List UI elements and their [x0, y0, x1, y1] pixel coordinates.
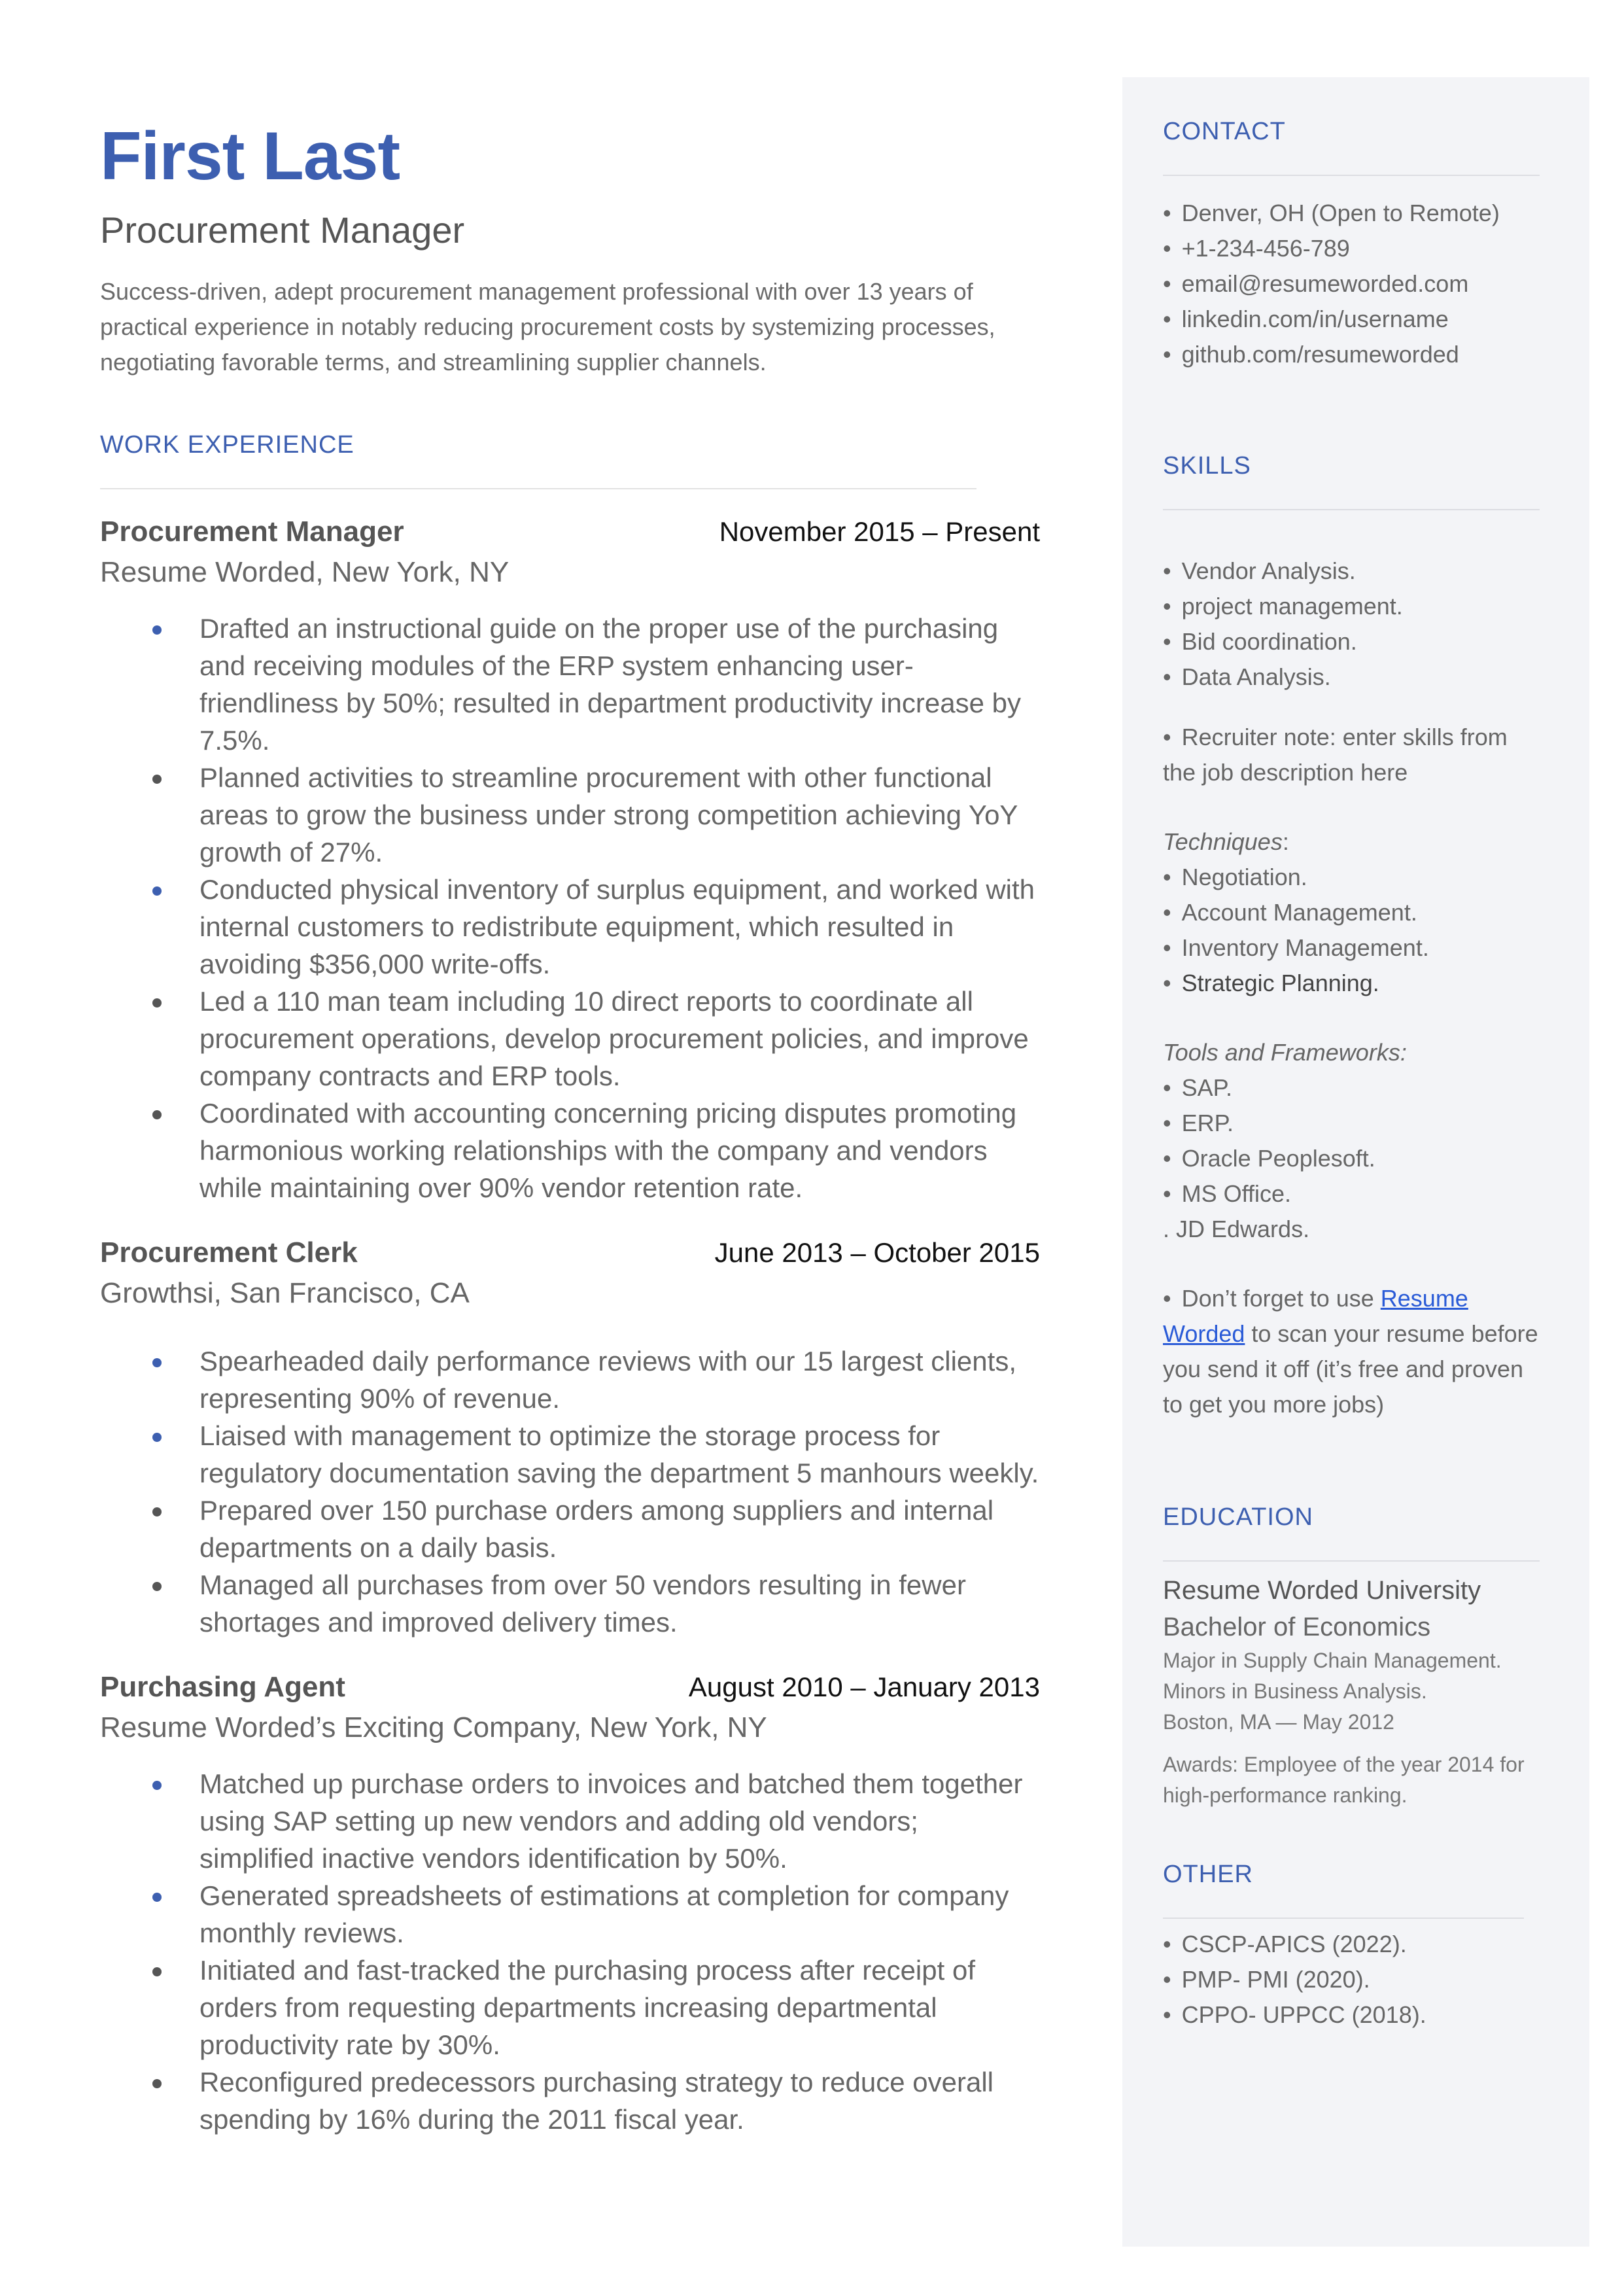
bullet-text: Spearheaded daily performance reviews with our 15 largest clients, representing 90% of revenue.: [199, 1345, 1016, 1414]
bullet-text: Drafted an instructional guide on the proper use of the purchasing and receiving modules of the ERP system enhancing user-friendliness by 50%; resulted in department productivity increase by 7.5%.: [199, 612, 1021, 756]
bullet-dot-icon: [152, 775, 162, 784]
certification-item: • CSCP-APICS (2022).: [1163, 1931, 1407, 1957]
job-dates: November 2015 – Present: [719, 516, 1040, 547]
section-divider: [1163, 175, 1540, 176]
section-divider: [1163, 509, 1540, 510]
education-heading: EDUCATION: [1163, 1503, 1313, 1531]
resume-worded-link[interactable]: Resume Worded: [1163, 1285, 1468, 1347]
bullet-text: Led a 110 man team including 10 direct reports to coordinate all procurement operations, develop procurement policies, and improve company contracts and ERP tools.: [199, 985, 1029, 1091]
education-major: Major in Supply Chain Management.: [1163, 1649, 1502, 1672]
bullet-dot-icon: [152, 1358, 162, 1367]
bullet-text: Coordinated with accounting concerning pricing disputes promoting harmonious working relationships with the company and vendors while maintaining over 90% vendor retention rate.: [199, 1097, 1017, 1203]
skill-item: • Bid coordination.: [1163, 628, 1357, 655]
sidebar: [1122, 77, 1589, 2247]
tools-label: Tools and Frameworks:: [1163, 1039, 1407, 1066]
techniques-list: [1163, 860, 1540, 1001]
job-title: Purchasing Agent: [100, 1670, 345, 1703]
bullet-text: Planned activities to streamline procurement with other functional areas to grow the business under strong competition achieving YoY growth of 27%.: [199, 762, 1018, 867]
candidate-name: First Last: [100, 118, 400, 194]
education-minor: Minors in Business Analysis.: [1163, 1679, 1427, 1703]
bullet-dot-icon: [152, 998, 162, 1007]
job-company: Resume Worded, New York, NY: [100, 555, 510, 588]
contact-list: [1163, 196, 1540, 372]
job-bullet: [100, 1877, 1040, 1952]
bullet-text: Matched up purchase orders to invoices and batched them together using SAP setting up new vendors and adding old vendors; simplified inactive vendors identification by 50%.: [199, 1768, 1023, 1874]
skills-list: [1163, 553, 1540, 695]
candidate-role: Procurement Manager: [100, 209, 465, 251]
section-divider: [100, 488, 976, 489]
section-divider: [1163, 1918, 1524, 1919]
bullet-text: Liaised with management to optimize the storage process for regulatory documentation saving the department 5 manhours weekly.: [199, 1420, 1039, 1488]
skill-item: • Data Analysis.: [1163, 663, 1331, 690]
technique-item: • Negotiation.: [1163, 864, 1307, 890]
bullet-text: Conducted physical inventory of surplus equipment, and worked with internal customers to redistribute equipment, which resulted in avoiding $356,000 write-offs.: [199, 873, 1035, 979]
bullet-text: Reconfigured predecessors purchasing strategy to reduce overall spending by 16% during the 2011 fiscal year.: [199, 2066, 994, 2135]
job-bullet: [100, 1417, 1040, 1492]
job-title: Procurement Manager: [100, 515, 404, 548]
technique-item: • Account Management.: [1163, 899, 1417, 926]
bullet-text: Generated spreadsheets of estimations at completion for company monthly reviews.: [199, 1880, 1009, 1948]
bullet-dot-icon: [152, 1507, 162, 1516]
technique-item: • Inventory Management.: [1163, 934, 1429, 961]
other-heading: OTHER: [1163, 1861, 1253, 1888]
bullet-dot-icon: [152, 1110, 162, 1119]
bullet-dot-icon: [152, 1893, 162, 1902]
bullet-dot-icon: [152, 886, 162, 896]
job-bullet: [100, 1492, 1040, 1566]
job-bullet: [100, 1342, 1040, 1417]
summary-text: Success-driven, adept procurement management professional with over 13 years of practical experience in notably reducing procurement costs by systemizing processes, negotiating favorable terms, and streamlining supplier channels.: [100, 277, 995, 376]
job-bullet: [100, 1765, 1040, 1877]
job-company: Resume Worded’s Exciting Company, New York, NY: [100, 1711, 767, 1743]
job-bullets: [100, 610, 1040, 1206]
main-column: [100, 118, 1040, 2138]
education-degree: Bachelor of Economics: [1163, 1613, 1431, 1641]
section-divider: [1163, 1560, 1540, 1562]
work-experience-heading: WORK EXPERIENCE: [100, 430, 354, 459]
contact-linkedin[interactable]: • linkedin.com/in/username: [1163, 306, 1449, 332]
tools-list: [1163, 1070, 1540, 1247]
job-bullets: [100, 1765, 1040, 2138]
bullet-text: Managed all purchases from over 50 vendors resulting in fewer shortages and improved delivery times.: [199, 1569, 966, 1638]
job-bullet: [100, 1095, 1040, 1206]
bullet-dot-icon: [152, 1967, 162, 1976]
contact-heading: CONTACT: [1163, 118, 1286, 145]
recruiter-note: • Recruiter note: enter skills from the job description here: [1163, 724, 1508, 786]
tool-item: • SAP.: [1163, 1074, 1233, 1101]
certification-item: • CPPO- UPPCC (2018).: [1163, 2001, 1426, 2028]
job-dates: June 2013 – October 2015: [714, 1236, 1040, 1268]
job-entry: [100, 1671, 1040, 2138]
job-dates: August 2010 – January 2013: [688, 1671, 1040, 1702]
job-bullet: [100, 871, 1040, 983]
certification-item: • PMP- PMI (2020).: [1163, 1966, 1370, 1993]
tool-item: • ERP.: [1163, 1110, 1234, 1136]
technique-item: • Strategic Planning.: [1163, 970, 1379, 996]
certifications-list: [1163, 1927, 1540, 2033]
skill-item: • Vendor Analysis.: [1163, 557, 1356, 584]
techniques-label: Techniques:: [1163, 828, 1289, 855]
job-bullet: [100, 610, 1040, 759]
job-bullet: [100, 1566, 1040, 1641]
bullet-dot-icon: [152, 1781, 162, 1790]
resume-worded-tip: • Don’t forget to use Resume Worded to scan your resume before you send it off (it’s free and proven to get you more jobs): [1163, 1285, 1538, 1418]
job-bullet: [100, 2063, 1040, 2138]
job-company: Growthsi, San Francisco, CA: [100, 1276, 470, 1309]
education-awards: Awards: Employee of the year 2014 for high-performance ranking.: [1163, 1753, 1525, 1807]
bullet-dot-icon: [152, 1582, 162, 1591]
contact-github[interactable]: • github.com/resumeworded: [1163, 341, 1459, 368]
tool-item: . JD Edwards.: [1163, 1216, 1310, 1242]
job-entry: [100, 1236, 1040, 1641]
skill-item: • project management.: [1163, 593, 1403, 620]
contact-location: • Denver, OH (Open to Remote): [1163, 200, 1500, 226]
job-title: Procurement Clerk: [100, 1236, 358, 1269]
education-school: Resume Worded University: [1163, 1576, 1481, 1605]
skills-heading: SKILLS: [1163, 452, 1251, 480]
job-bullet: [100, 983, 1040, 1095]
bullet-dot-icon: [152, 2079, 162, 2088]
job-bullets: [100, 1342, 1040, 1641]
job-bullet: [100, 1952, 1040, 2063]
tool-item: • MS Office.: [1163, 1180, 1291, 1207]
tool-item: • Oracle Peoplesoft.: [1163, 1145, 1375, 1172]
contact-email[interactable]: • email@resumeworded.com: [1163, 270, 1469, 297]
bullet-dot-icon: [152, 1433, 162, 1442]
bullet-dot-icon: [152, 625, 162, 635]
job-entry: [100, 516, 1040, 1206]
bullet-text: Prepared over 150 purchase orders among suppliers and internal departments on a daily basis.: [199, 1494, 994, 1563]
job-bullet: [100, 759, 1040, 871]
education-location-date: Boston, MA — May 2012: [1163, 1710, 1394, 1734]
bullet-text: Initiated and fast-tracked the purchasing process after receipt of orders from requesting departments increasing departmental productivity rate by 30%.: [199, 1954, 975, 2060]
contact-phone: • +1-234-456-789: [1163, 235, 1350, 262]
